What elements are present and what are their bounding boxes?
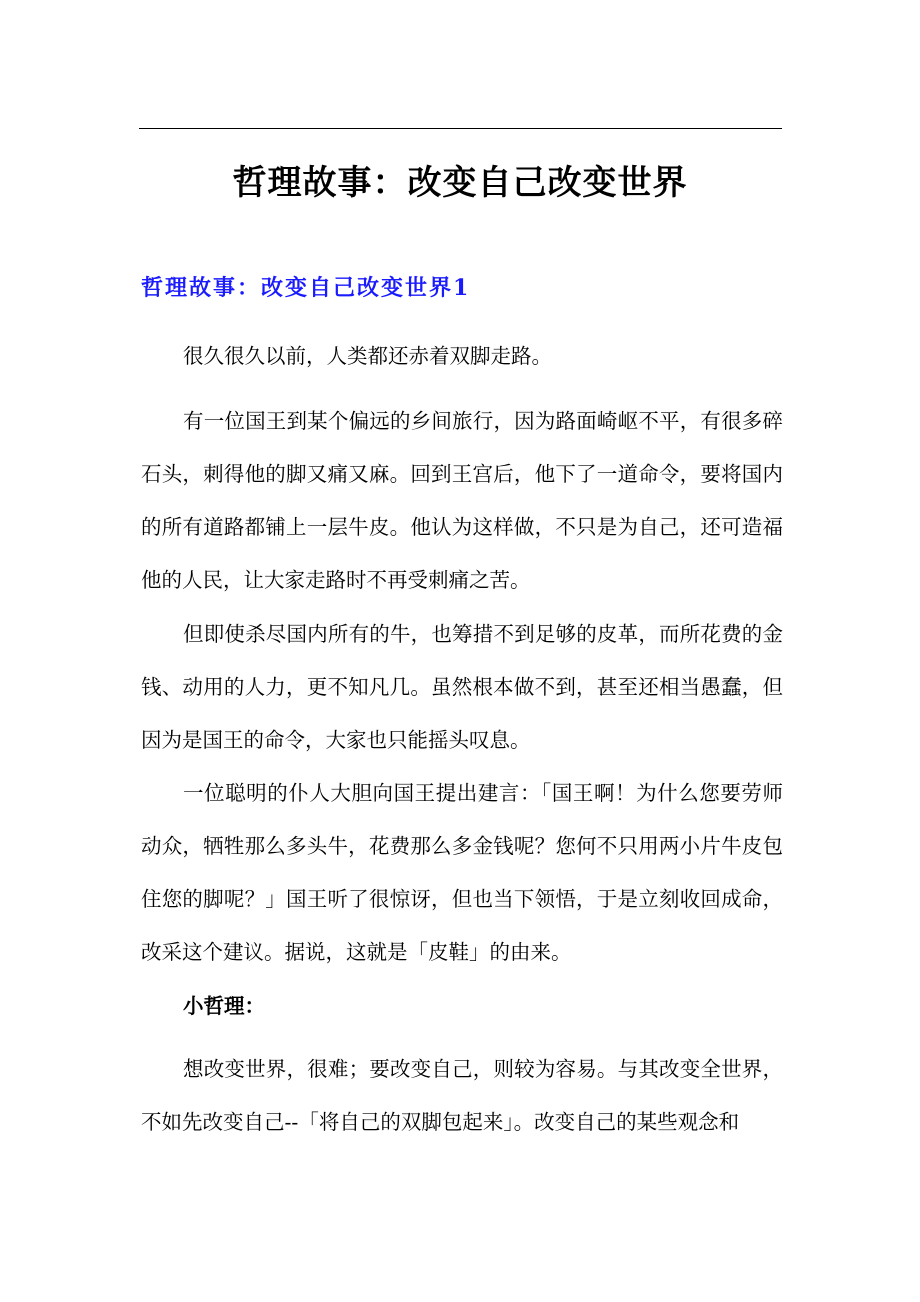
header-rule xyxy=(139,128,782,129)
paragraph-1: 很久很久以前，人类都还赤着双脚走路。 xyxy=(183,344,552,368)
document-title: 哲理故事：改变自己改变世界 xyxy=(232,163,688,203)
paragraph-2: 有一位国王到某个偏远的乡间旅行，因为路面崎岖不平，有很多碎石头，刺得他的脚又痛又麻。回到王宫后，他下了一道命令，要将国内的所有道路都铺上一层牛皮。他认为这样做，不只是为自己，还可造福他的人民，让大家走路时不再受刺痛之苦。 xyxy=(141,409,783,592)
section-heading: 哲理故事：改变自己改变世界1 xyxy=(141,275,471,301)
paragraph-3: 但即使杀尽国内所有的牛，也筹措不到足够的皮革，而所花费的金钱、动用的人力，更不知凡几。虽然根本做不到，甚至还相当愚蠢，但因为是国王的命令，大家也只能摇头叹息。 xyxy=(141,622,783,752)
moral-subheading: 小哲理： xyxy=(183,994,265,1018)
paragraph-4: 一位聪明的仆人大胆向国王提出建言：「国王啊！为什么您要劳师动众，牺牲那么多头牛，花费那么多金钱呢？您何不只用两小片牛皮包住您的脚呢？」国王听了很惊讶，但也当下领悟，于是立刻收回成命，改采这个建议。据说，这就是「皮鞋」的由来。 xyxy=(141,781,783,964)
closing-paragraph: 想改变世界，很难；要改变自己，则较为容易。与其改变全世界，不如先改变自己--「将自己的双脚包起来」。改变自己的某些观念和 xyxy=(141,1057,783,1134)
